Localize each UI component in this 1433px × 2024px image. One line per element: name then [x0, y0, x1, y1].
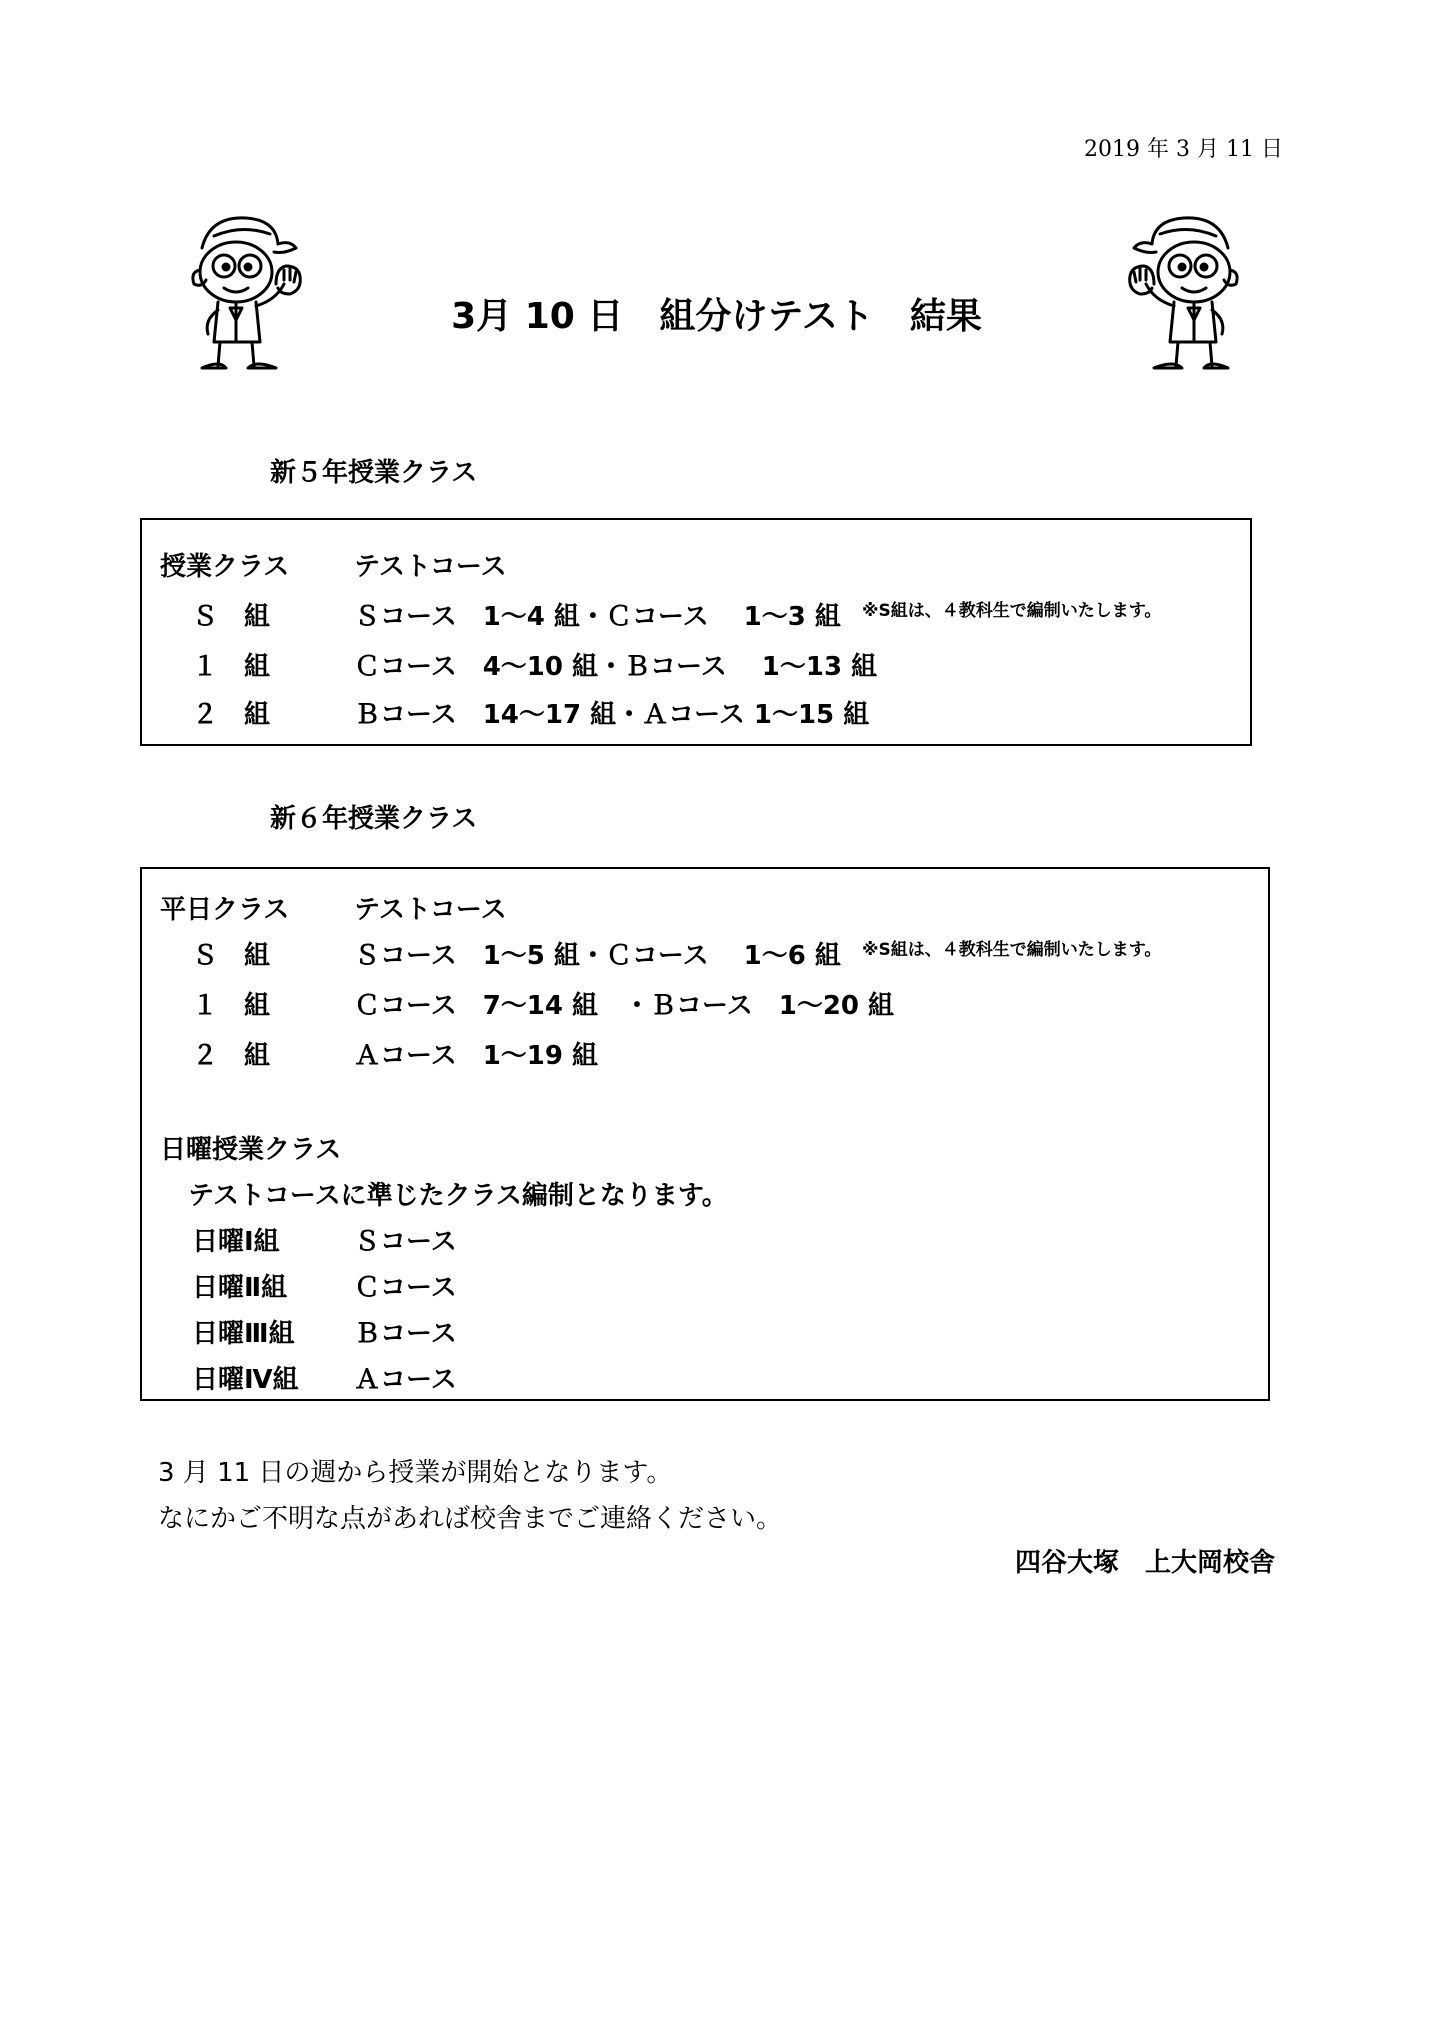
test-course: Ｃコース 7～14 組 ・Ｂコース 1～20 組 [354, 991, 895, 1021]
grade5-header-course: テストコース [354, 552, 507, 582]
test-course: Ａコース 1～19 組 [354, 1041, 599, 1071]
test-course: Ｓコース 1～4 組・Ｃコース 1～3 組 [354, 602, 841, 632]
sunday-course: Ｂコース [354, 1319, 457, 1349]
class-group: ２ 組 [192, 700, 271, 730]
test-course: Ｓコース 1～5 組・Ｃコース 1～6 組 [354, 941, 841, 971]
page-title: 3月 10 日 組分けテスト 結果 [451, 296, 982, 337]
sunday-group: 日曜Ⅳ組 [192, 1365, 299, 1395]
class-group: １ 組 [192, 991, 271, 1021]
test-course: Ｂコース 14～17 組・Ａコース 1～15 組 [354, 700, 870, 730]
grade6-class-box: 平日クラス テストコース Ｓ 組 Ｓコース 1～5 組・Ｃコース 1～6 組 ※S組は、４教科生で編制いたします。 １ 組 Ｃコース 7～14 組 ・Ｂコース 1～20 組 ２ 組 Ａコース 1～19 組 日曜授業クラス テストコースに準じたクラス編制となります。 日曜Ⅰ組 Ｓコース 日曜Ⅱ組 Ｃコース 日曜Ⅲ組 Ｂコース 日曜Ⅳ組 Ａコース [140, 867, 1270, 1401]
grade5-heading: 新５年授業クラス [270, 458, 478, 488]
class-group: ２ 組 [192, 1041, 271, 1071]
document-date: 2019 年 3 月 11 日 [1084, 137, 1283, 162]
sunday-course: Ａコース [354, 1365, 457, 1395]
grade6-heading: 新６年授業クラス [270, 804, 478, 834]
footer-line-1: 3 月 11 日の週から授業が開始となります。 [158, 1458, 673, 1488]
footer-line-2: なにかご不明な点があれば校舎までご連絡ください。 [158, 1504, 783, 1534]
class-note: ※S組は、４教科生で編制いたします。 [862, 601, 1162, 621]
class-group: Ｓ 組 [192, 602, 271, 632]
class-group: １ 組 [192, 652, 271, 682]
grade5-class-box [140, 518, 1252, 746]
sunday-course: Ｓコース [354, 1227, 457, 1257]
test-course: Ｃコース 4～10 組・Ｂコース 1～13 組 [354, 652, 878, 682]
grade6-header-course: テストコース [354, 895, 507, 925]
class-note: ※S組は、４教科生で編制いたします。 [862, 940, 1162, 960]
sunday-group: 日曜Ⅲ組 [192, 1319, 295, 1349]
class-group: Ｓ 組 [192, 941, 271, 971]
sunday-group: 日曜Ⅰ組 [192, 1227, 280, 1257]
sunday-course: Ｃコース [354, 1273, 457, 1303]
signature: 四谷大塚 上大岡校舎 [1014, 1548, 1275, 1578]
grade5-header-class: 授業クラス [160, 552, 290, 582]
sunday-group: 日曜Ⅱ組 [192, 1273, 288, 1303]
grade6-header-class: 平日クラス [160, 895, 290, 925]
